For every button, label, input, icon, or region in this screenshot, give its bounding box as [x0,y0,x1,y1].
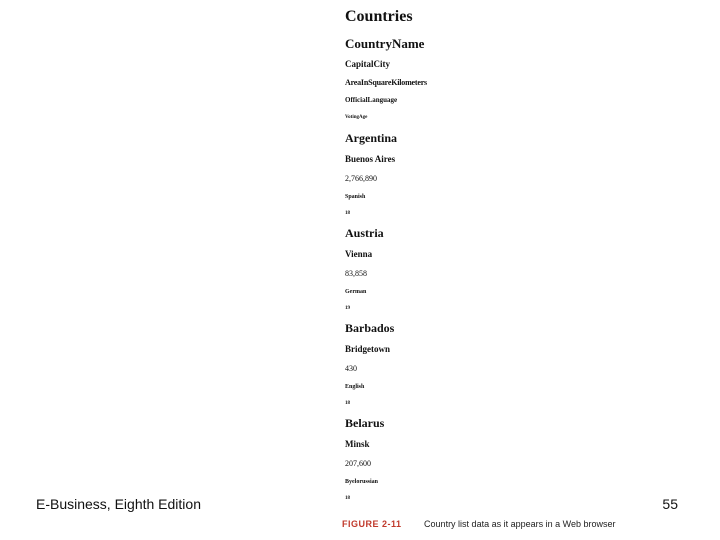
voting-age: 18 [345,401,350,406]
official-language: Spanish [345,194,366,200]
header-capital-city: CapitalCity [345,59,390,69]
official-language: Byelorussian [345,479,379,485]
country-name: Austria [345,226,384,240]
area-value: 83,858 [345,269,367,278]
country-record [345,131,605,217]
country-record [345,226,605,312]
capital-city: Vienna [345,249,373,259]
figure-label: FIGURE 2-11 [342,519,402,529]
header-area: AreaInSquareKilometers [345,78,427,87]
country-list-figure [345,8,605,511]
country-name: Argentina [345,131,397,145]
voting-age: 19 [345,306,350,311]
voting-age: 18 [345,496,350,501]
country-name: Belarus [345,416,385,430]
header-country-name: CountryName [345,36,425,51]
figure-caption-text: Country list data as it appears in a Web browser [424,519,616,529]
voting-age: 18 [345,211,350,216]
header-voting-age: VotingAge [345,115,368,120]
capital-city: Minsk [345,439,370,449]
country-record [345,321,605,407]
capital-city: Bridgetown [345,344,390,354]
area-value: 207,600 [345,459,371,468]
area-value: 2,766,890 [345,174,377,183]
country-name: Barbados [345,321,395,335]
official-language: German [345,289,367,295]
capital-city: Buenos Aires [345,154,396,164]
area-value: 430 [345,364,357,373]
page-number: 55 [662,496,678,512]
figure-title: Countries [345,8,413,25]
country-record [345,416,605,502]
official-language: English [345,384,365,390]
book-title: E-Business, Eighth Edition [36,496,201,512]
header-language: OfficialLanguage [345,96,398,104]
figure-caption [342,519,615,529]
